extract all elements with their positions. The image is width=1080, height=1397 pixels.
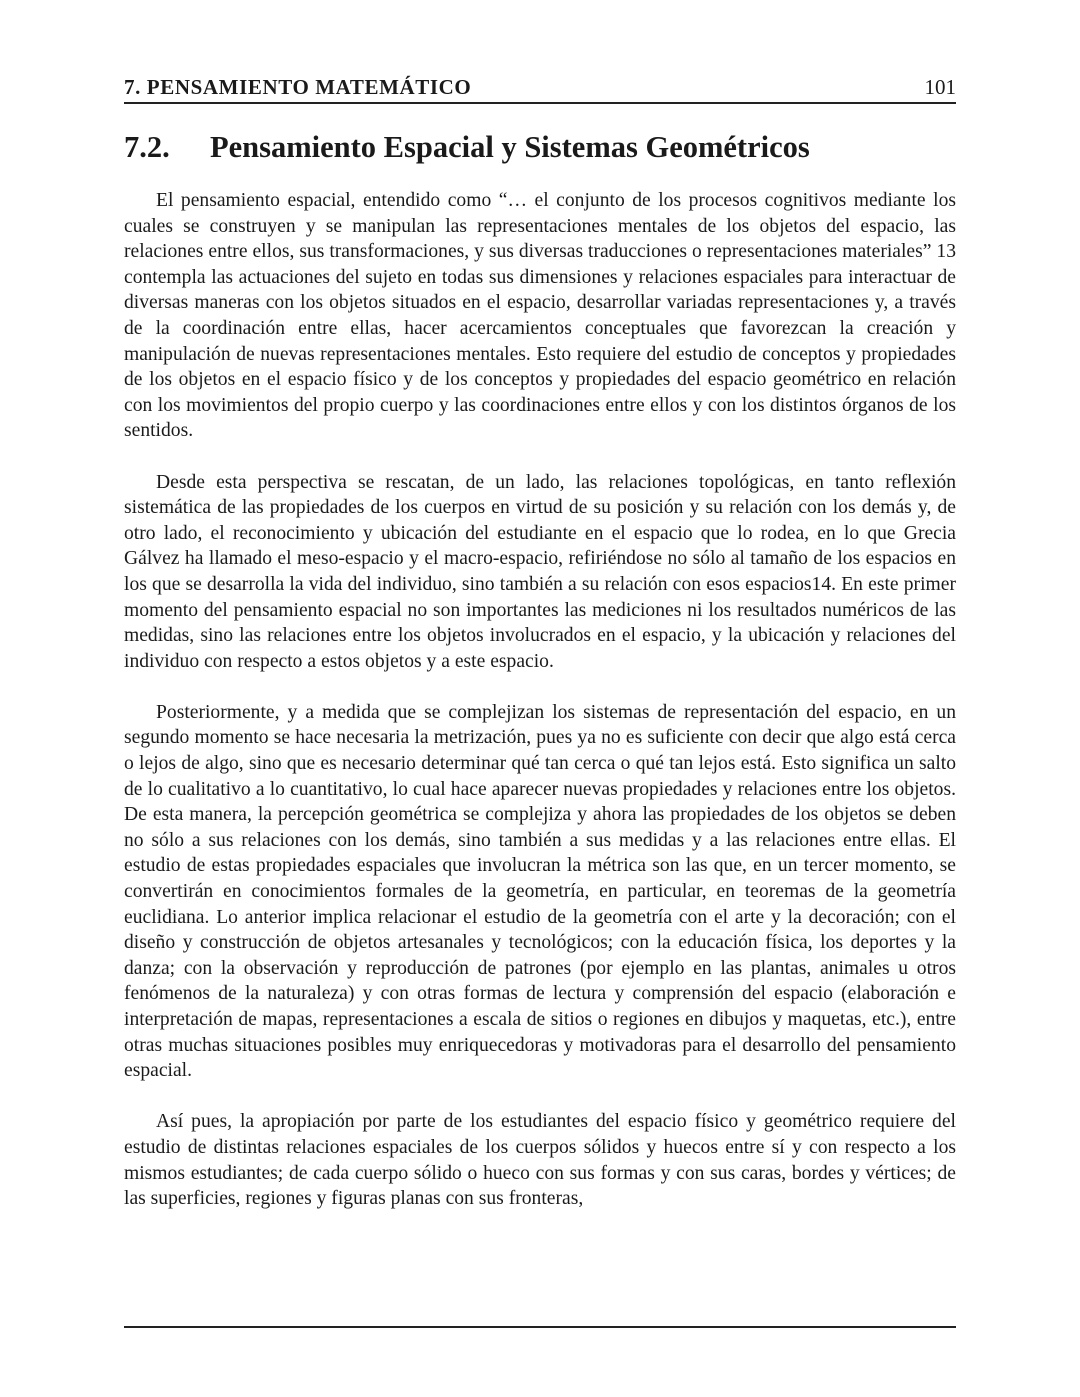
paragraph: Posteriormente, y a medida que se complejizan los sistemas de representación del espacio, en un segundo momento se hace necesaria la metrización, pues ya no es suficiente con decir que algo está cerca o lejos de algo, sino que es necesario determinar qué tan cerca o qué tan lejos está. Esto significa un salto de lo cualitativo a lo cuantitativo, lo cual hace aparecer nuevas propiedades y relaciones entre los objetos. De esta manera, la percepción geométrica se complejiza y ahora las propiedades de los objetos se deben no sólo a sus relaciones con los demás, sino también a sus medidas y a las relaciones entre ellas. El estudio de estas propiedades espaciales que involucran la métrica son las que, en un tercer momento, se convertirán en conocimientos formales de la geometría, en particular, en teoremas de la geometría euclidiana. Lo anterior implica relacionar el estudio de la geometría con el arte y la decoración; con el diseño y construcción de objetos artesanales y tecnológicos; con la educación física, los deportes y la danza; con la observación y reproducción de patrones (por ejemplo en las plantas, animales u otros fenómenos de la naturaleza) y con otras formas de lectura y comprensión del espacio (elaboración e interpretación de mapas, representaciones a escala de sitios o regiones en dibujos y maquetas, etc.), entre otras muchas situaciones posibles muy enriquecedoras y motivadoras para el desarrollo del pensamiento espacial. (124, 701, 956, 1082)
document-page (124, 0, 956, 1397)
paragraph: El pensamiento espacial, entendido como “… el conjunto de los procesos cognitivos mediante los cuales se construyen y se manipulan las representaciones mentales de los objetos del espacio, las relaciones entre ellos, sus transformaciones, y sus diversas traducciones o representaciones materiales” 13 contempla las actuaciones del sujeto en todas sus dimensiones y relaciones espaciales para interactuar de diversas maneras con los objetos situados en el espacio, desarrollar variadas representaciones y, a través de la coordinación entre ellas, hacer acercamientos conceptuales que favorezcan la creación y manipulación de nuevas representaciones mentales. Esto requiere del estudio de conceptos y propiedades de los objetos en el espacio físico y de los conceptos y propiedades del espacio geométrico en relación con los movimientos del propio cuerpo y las coordinaciones entre ellos y con los distintos órganos de los sentidos. (124, 190, 956, 442)
section-number: 7.2. (124, 130, 170, 164)
page-number: 101 (924, 75, 956, 99)
paragraph: Desde esta perspectiva se rescatan, de un lado, las relaciones topológicas, en tanto reflexión sistemática de las propiedades de los cuerpos en virtud de su posición y su relación con los demás y, de otro lado, el reconocimiento y ubicación del estudiante en el espacio que lo rodea, en lo que Grecia Gálvez ha llamado el meso-espacio y el macro-espacio, refiriéndose no sólo al tamaño de los espacios en los que se desarrolla la vida del individuo, sino también a su relación con esos espacios14. En este primer momento del pensamiento espacial no son importantes las mediciones ni los resultados numéricos de las medidas, sino las relaciones entre los objetos involucrados en el espacio, y la ubicación y relaciones del individuo con respecto a estos objetos y a este espacio. (124, 471, 956, 672)
section-title: Pensamiento Espacial y Sistemas Geométricos (210, 130, 810, 164)
section-heading (124, 127, 956, 167)
running-header (124, 72, 956, 104)
footer-rule (124, 1326, 956, 1328)
chapter-title: 7. PENSAMIENTO MATEMÁTICO (124, 75, 472, 99)
paragraph: Así pues, la apropiación por parte de los estudiantes del espacio físico y geométrico requiere del estudio de distintas relaciones espaciales de los cuerpos sólidos y huecos entre sí y con respecto a los mismos estudiantes; de cada cuerpo sólido o hueco con sus formas y con sus caras, bordes y vértices; de las superficies, regiones y figuras planas con sus fronteras, (124, 1111, 956, 1210)
body-text (124, 188, 956, 1237)
